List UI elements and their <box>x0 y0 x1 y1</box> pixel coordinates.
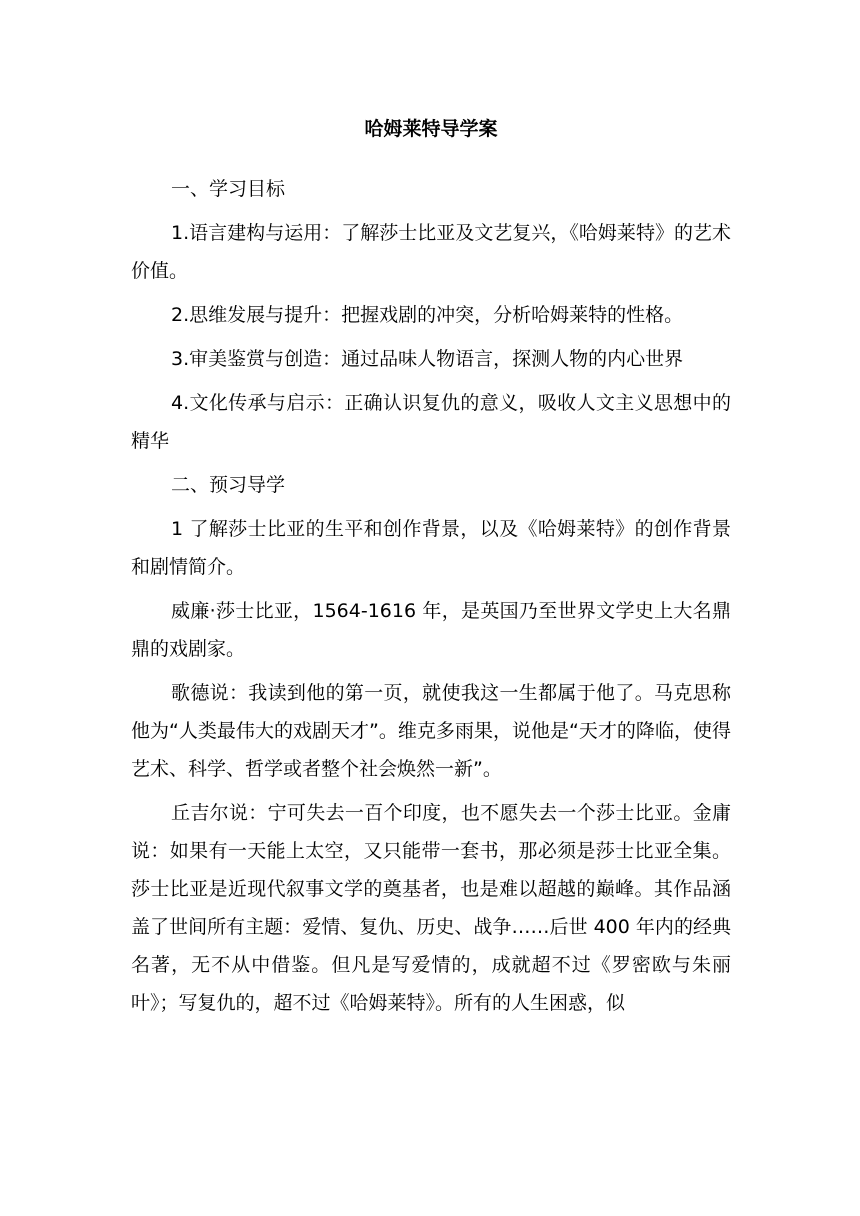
objective-4: 4.文化传承与启示：正确认识复仇的意义，吸收人文主义思想中的精华 <box>131 392 731 452</box>
document-body <box>131 112 731 1022</box>
section-heading-preview: 二、预习导学 <box>171 474 286 496</box>
quotes-paragraph: 歌德说：我读到他的第一页，就使我这一生都属于他了。马克思称他为“人类最伟大的戏剧天才”。维克多雨果，说他是“天才的降临，使得艺术、科学、哲学或者整个社会焕然一新”。 <box>131 682 731 780</box>
influence-paragraph: 丘吉尔说：宁可失去一百个印度，也不愿失去一个莎士比亚。金庸说：如果有一天能上太空，又只能带一套书，那必须是莎士比亚全集。莎士比亚是近现代叙事文学的奠基者，也是难以超越的巅峰。其作品涵盖了世间所有主题：爱情、复仇、历史、战争……后世 400 年内的经典名著，无不从中借鉴。但凡是写爱情的，成就超不过《罗密欧与朱丽叶》；写复仇的，超不过《哈姆莱特》。所有的人生困惑，似 <box>131 802 731 1014</box>
objective-1: 1.语言建构与运用：了解莎士比亚及文艺复兴，《哈姆莱特》的艺术价值。 <box>131 222 731 282</box>
shakespeare-intro: 威廉·莎士比亚，1564-1616 年，是英国乃至世界文学史上大名鼎鼎的戏剧家。 <box>131 600 731 660</box>
objective-3: 3.审美鉴赏与创造：通过品味人物语言，探测人物的内心世界 <box>171 348 684 370</box>
document-title: 哈姆莱特导学案 <box>364 118 498 140</box>
objective-2: 2.思维发展与提升：把握戏剧的冲突，分析哈姆莱特的性格。 <box>171 304 684 326</box>
preview-item-1: 1 了解莎士比亚的生平和创作背景，以及《哈姆莱特》的创作背景和剧情简介。 <box>131 518 731 578</box>
section-heading-objectives: 一、学习目标 <box>171 178 286 200</box>
